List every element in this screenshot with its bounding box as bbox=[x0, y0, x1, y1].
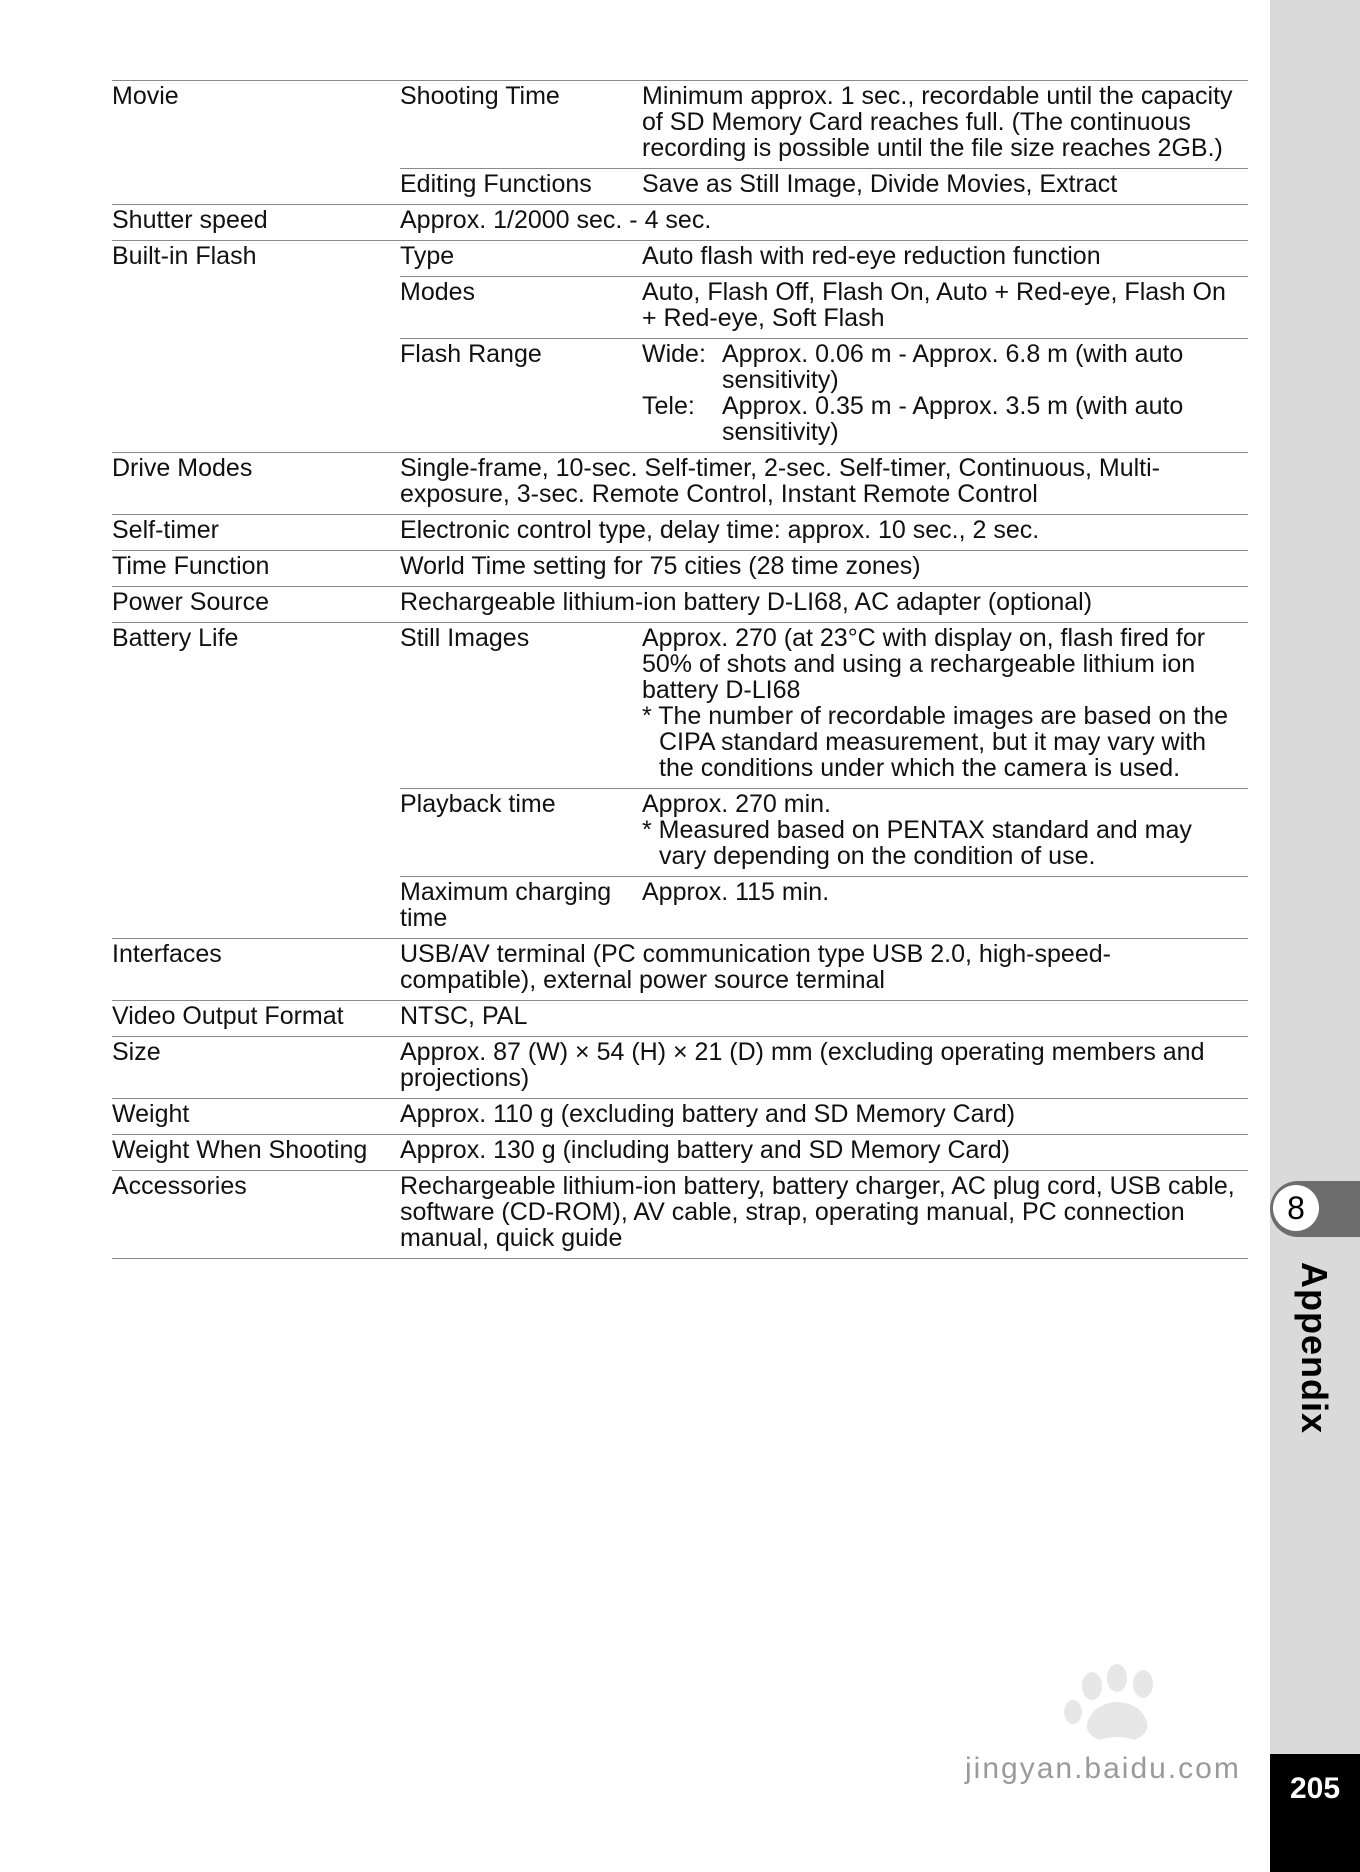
spec-value: Approx. 87 (W) × 54 (H) × 21 (D) mm (excluding operating members and projections) bbox=[400, 1037, 1248, 1099]
spec-label: Weight When Shooting bbox=[112, 1135, 400, 1171]
spec-sublabel: Flash Range bbox=[400, 339, 642, 453]
spec-row-time-function bbox=[112, 551, 1248, 587]
chapter-title: Appendix bbox=[1294, 1262, 1335, 1435]
spec-value bbox=[642, 623, 1248, 789]
spec-label: Size bbox=[112, 1037, 400, 1099]
flash-range-tele bbox=[642, 393, 1244, 445]
spec-row-weight-shooting bbox=[112, 1135, 1248, 1171]
spec-label: Built-in Flash bbox=[112, 241, 400, 453]
spec-value: Electronic control type, delay time: approx. 10 sec., 2 sec. bbox=[400, 515, 1248, 551]
specifications-table bbox=[112, 80, 1248, 1259]
spec-value: Auto, Flash Off, Flash On, Auto + Red-eye, Flash On + Red-eye, Soft Flash bbox=[642, 277, 1248, 339]
spec-value: Approx. 130 g (including battery and SD Memory Card) bbox=[400, 1135, 1248, 1171]
tele-value: Approx. 0.35 m - Approx. 3.5 m (with auto sensitivity) bbox=[722, 392, 1184, 446]
wide-value: Approx. 0.06 m - Approx. 6.8 m (with auto sensitivity) bbox=[722, 340, 1184, 394]
spec-sublabel: Maximum charging time bbox=[400, 877, 642, 939]
spec-label: Interfaces bbox=[112, 939, 400, 1001]
spec-row-accessories bbox=[112, 1171, 1248, 1259]
tele-label: Tele: bbox=[642, 392, 695, 420]
spec-value: Save as Still Image, Divide Movies, Extract bbox=[642, 169, 1248, 205]
spec-sublabel: Still Images bbox=[400, 623, 642, 789]
spec-value: World Time setting for 75 cities (28 time zones) bbox=[400, 551, 1248, 587]
battery-playback-value: Approx. 270 min. bbox=[642, 790, 831, 818]
spec-label: Self-timer bbox=[112, 515, 400, 551]
battery-playback-note: * Measured based on PENTAX standard and may vary depending on the condition of use. bbox=[642, 816, 1192, 870]
spec-row-size bbox=[112, 1037, 1248, 1099]
spec-sublabel: Editing Functions bbox=[400, 169, 642, 205]
flash-range-wide bbox=[642, 341, 1244, 393]
wide-label: Wide: bbox=[642, 340, 706, 368]
spec-row-weight bbox=[112, 1099, 1248, 1135]
page-number: 205 bbox=[1289, 1772, 1341, 1805]
spec-value: Rechargeable lithium-ion battery, battery charger, AC plug cord, USB cable, software (CD-ROM), AV cable, strap, operating manual, PC connection manual, quick guide bbox=[400, 1171, 1248, 1259]
spec-label: Time Function bbox=[112, 551, 400, 587]
spec-row-shutter bbox=[112, 205, 1248, 241]
battery-still-value: Approx. 270 (at 23°C with display on, flash fired for 50% of shots and using a rechargeable lithium ion battery D-LI68 bbox=[642, 624, 1206, 704]
spec-value: NTSC, PAL bbox=[400, 1001, 1248, 1037]
spec-row-battery bbox=[112, 623, 1248, 789]
spec-label: Drive Modes bbox=[112, 453, 400, 515]
spec-label: Weight bbox=[112, 1099, 400, 1135]
spec-row-flash bbox=[112, 241, 1248, 277]
spec-value: Minimum approx. 1 sec., recordable until the capacity of SD Memory Card reaches full. (The continuous recording is possible until the file size reaches 2GB.) bbox=[642, 81, 1248, 169]
spec-value: Approx. 1/2000 sec. - 4 sec. bbox=[400, 205, 1248, 241]
spec-value: Auto flash with red-eye reduction function bbox=[642, 241, 1248, 277]
spec-label: Power Source bbox=[112, 587, 400, 623]
spec-value: Rechargeable lithium-ion battery D-LI68, AC adapter (optional) bbox=[400, 587, 1248, 623]
spec-row-power bbox=[112, 587, 1248, 623]
spec-row-drive bbox=[112, 453, 1248, 515]
spec-value: Single-frame, 10-sec. Self-timer, 2-sec. Self-timer, Continuous, Multi-exposure, 3-sec. Remote Control, Instant Remote Control bbox=[400, 453, 1248, 515]
spec-label: Video Output Format bbox=[112, 1001, 400, 1037]
spec-value: USB/AV terminal (PC communication type USB 2.0, high-speed-compatible), external power source terminal bbox=[400, 939, 1248, 1001]
battery-still-note: * The number of recordable images are based on the CIPA standard measurement, but it may vary with the conditions under which the camera is used. bbox=[642, 702, 1229, 782]
spec-row-selftimer bbox=[112, 515, 1248, 551]
spec-value: Approx. 115 min. bbox=[642, 877, 1248, 939]
spec-sublabel: Shooting Time bbox=[400, 81, 642, 169]
spec-label: Shutter speed bbox=[112, 205, 400, 241]
spec-label: Movie bbox=[112, 81, 400, 205]
spec-value bbox=[642, 789, 1248, 877]
spec-sublabel: Playback time bbox=[400, 789, 642, 877]
watermark-url: jingyan.baidu.com bbox=[965, 1752, 1241, 1785]
spec-label: Accessories bbox=[112, 1171, 400, 1259]
spec-row-video-output bbox=[112, 1001, 1248, 1037]
spec-sublabel: Type bbox=[400, 241, 642, 277]
spec-sublabel: Modes bbox=[400, 277, 642, 339]
spec-row-interfaces bbox=[112, 939, 1248, 1001]
spec-value: Approx. 110 g (excluding battery and SD Memory Card) bbox=[400, 1099, 1248, 1135]
chapter-sidebar bbox=[1270, 0, 1360, 1872]
spec-value bbox=[642, 339, 1248, 453]
spec-label: Battery Life bbox=[112, 623, 400, 939]
spec-row-movie bbox=[112, 81, 1248, 169]
chapter-number-badge: 8 bbox=[1273, 1185, 1319, 1231]
